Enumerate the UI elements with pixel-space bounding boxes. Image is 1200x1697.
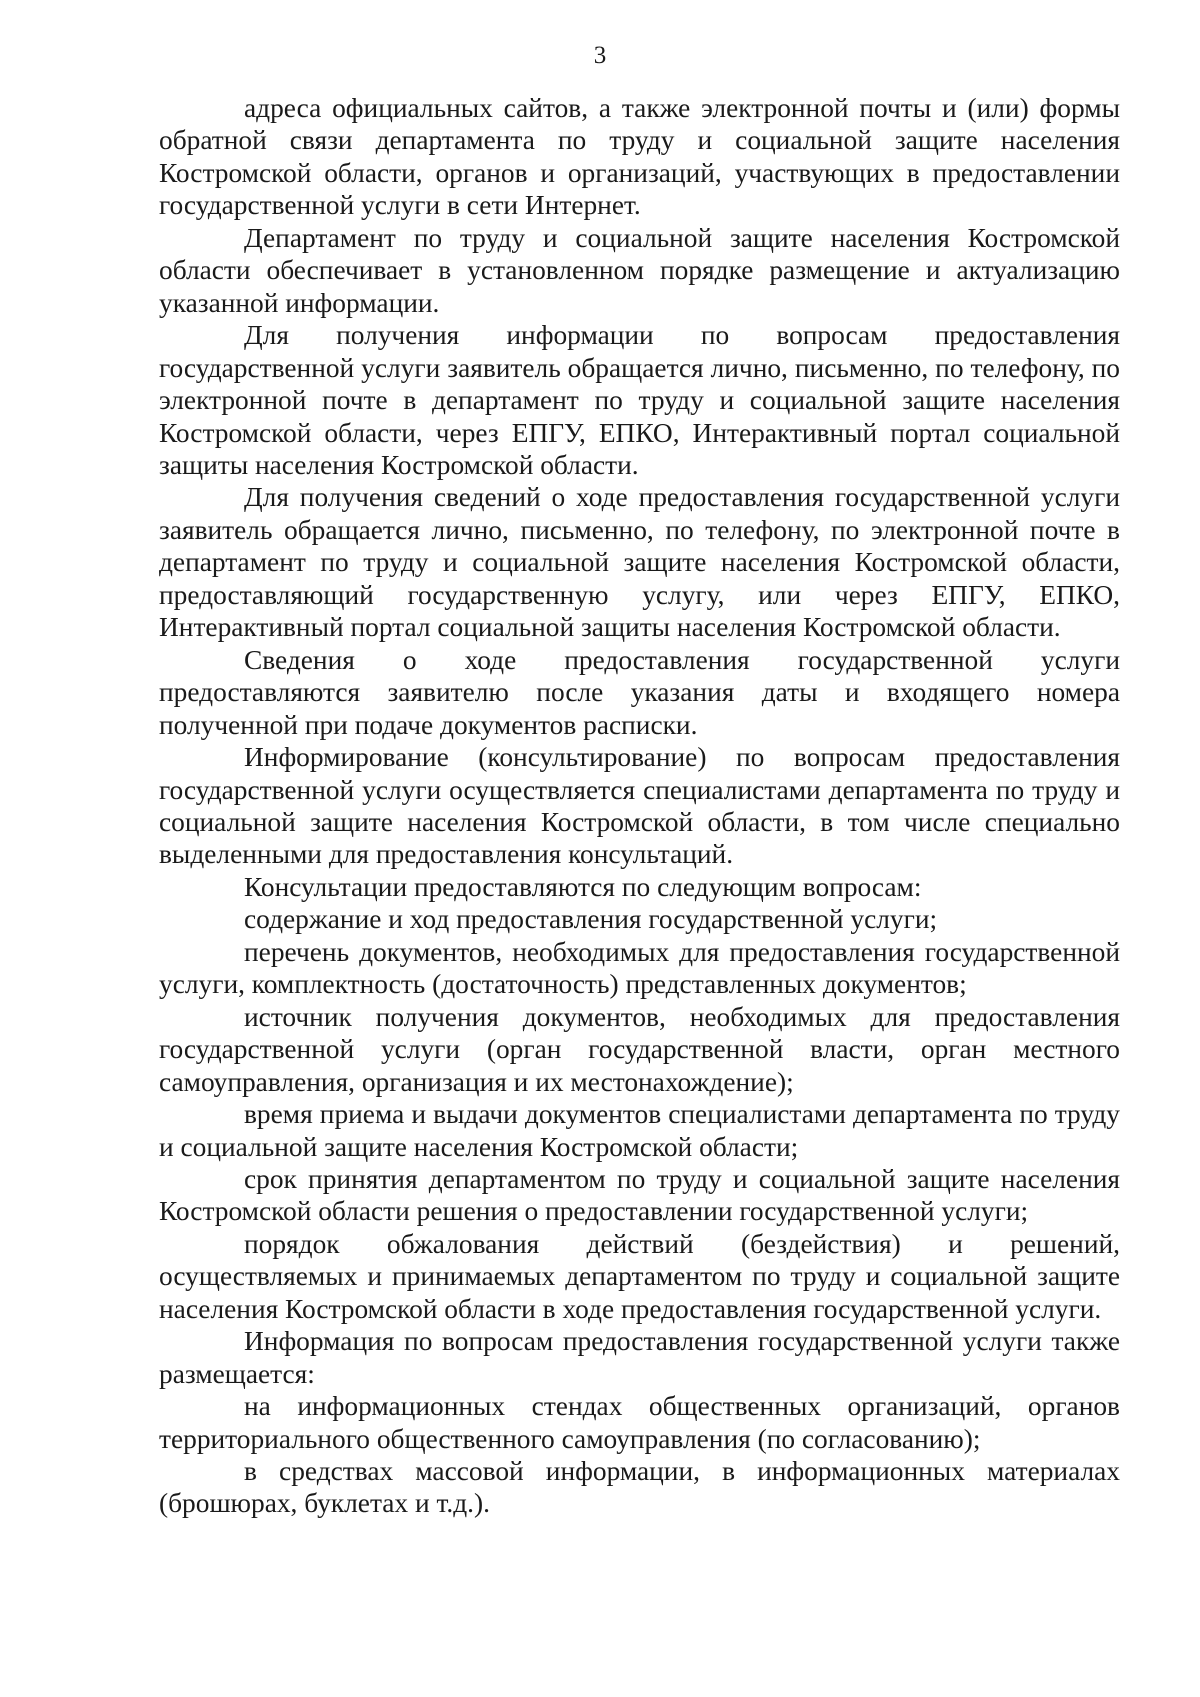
list-item-information-stands: на информационных стендах общественных организаций, органов территориального общественного самоуправления (по согласованию); [159,1391,1120,1454]
paragraph-information-also-placed: Информация по вопросам предоставления государственной услуги также размещается: [159,1326,1120,1389]
paragraph-obtaining-information: Для получения информации по вопросам предоставления государственной услуги заявитель обращается лично, письменно, по телефону, по электронной почте в департамент по труду и социальной защите населения Костромской области, через ЕПГУ, ЕПКО, Интерактивный портал социальной защиты населения Костромской области. [159,320,1120,480]
paragraph-status-provided: Сведения о ходе предоставления государственной услуги предоставляются заявителю после указания даты и входящего номера полученной при подаче документов расписки. [159,644,1120,740]
list-item-decision-deadline: срок принятия департаментом по труду и социальной защите населения Костромской области решения о предоставлении государственной услуги; [159,1163,1120,1227]
paragraph-website-addresses: адреса официальных сайтов, а также электронной почты и (или) формы обратной связи департамента по труду и социальной защите населения Костромской области, органов и организаций, участвующих в предоставлении государственной услуги в сети Интернет. [159,93,1120,221]
page-number: 3 [593,42,607,69]
list-item-mass-media: в средствах массовой информации, в информационных материалах (брошюрах, буклетах и т.д.). [159,1456,1120,1519]
list-item-content-and-progress: содержание и ход предоставления государственной услуги; [244,904,938,935]
list-item-document-list: перечень документов, необходимых для предоставления государственной услуги, комплектность (достаточность) представленных документов; [159,936,1120,1000]
paragraph-consultation-topics: Консультации предоставляются по следующим вопросам: [244,871,922,902]
list-item-appeal-procedure: порядок обжалования действий (бездействия) и решений, осуществляемых и принимаемых департаментом по труду и социальной защите населения Костромской области в ходе предоставления государственной услуги. [159,1228,1120,1324]
paragraph-informing-consulting: Информирование (консультирование) по вопросам предоставления государственной услуги осуществляется специалистами департамента по труду и социальной защите населения Костромской области, в том числе специально выделенными для предоставления консультаций. [159,742,1120,870]
list-item-reception-time: время приема и выдачи документов специалистами департамента по труду и социальной защите населения Костромской области; [159,1099,1120,1162]
list-item-document-source: источник получения документов, необходимых для предоставления государственной услуги (орган государственной власти, орган местного самоуправления, организация и их местонахождение); [159,1001,1120,1097]
paragraph-obtaining-status-info: Для получения сведений о ходе предоставления государственной услуги заявитель обращается лично, письменно, по телефону, по электронной почте в департамент по труду и социальной защите населения Костромской области, предоставляющий государственную услугу, или через ЕПГУ, ЕПКО, Интерактивный портал социальной защиты населения Костромской области. [159,482,1120,643]
paragraph-department-ensures-placement: Департамент по труду и социальной защите населения Костромской области обеспечивает в установленном порядке размещение и актуализацию указанной информации. [159,222,1120,318]
document-body [159,92,1120,1520]
